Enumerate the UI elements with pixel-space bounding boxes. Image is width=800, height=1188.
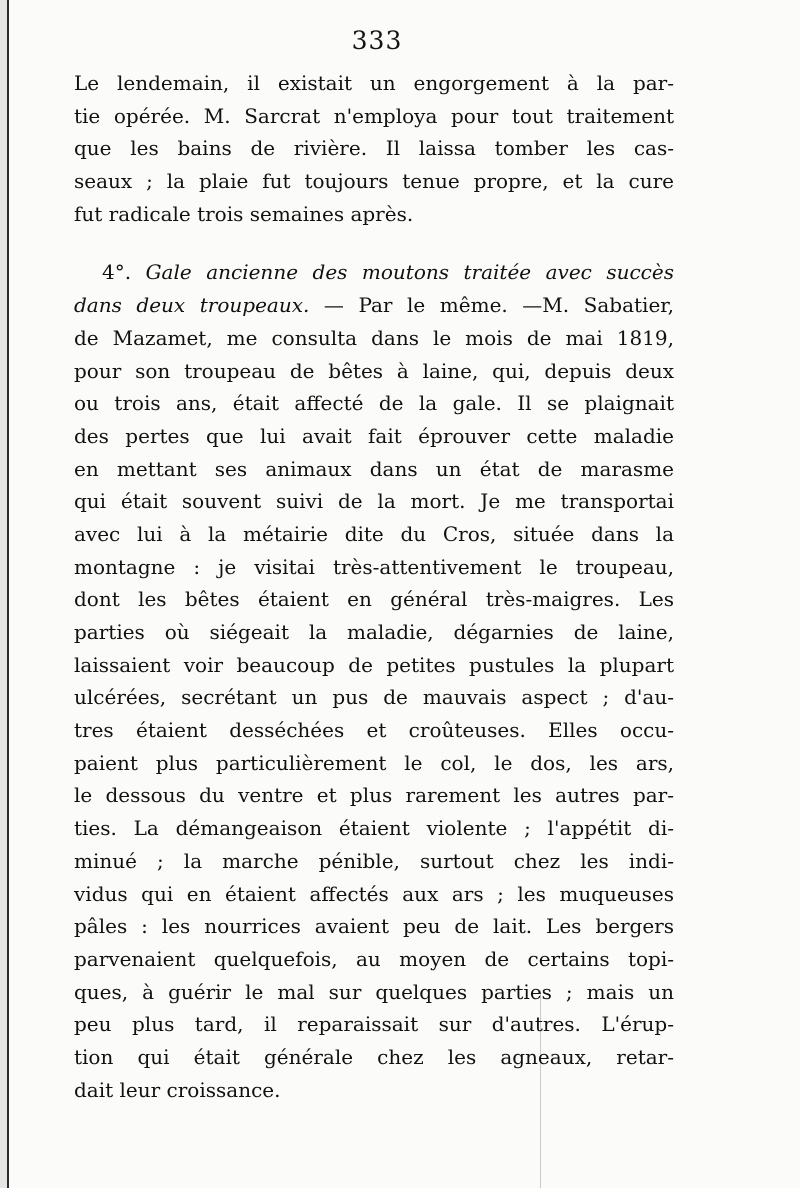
section-title-part-2: dans deux troupeaux. [74,293,310,318]
text-line: pour son troupeau de bêtes à laine, qui, depuis deux [74,358,674,383]
text-line: vidus qui en étaient affectés aux ars ; les muqueuses [74,881,674,906]
text-line: qui était souvent suivi de la mort. Je me transportai [74,489,674,514]
text-line: ulcérées, secrétant un pus de mauvais aspect ; d'au- [74,685,674,710]
text-line: des pertes que lui avait fait éprouver cette maladie [74,423,674,448]
text-line: minué ; la marche pénible, surtout chez les indi- [74,848,674,873]
page-edge-rule [7,0,9,1188]
section-number: 4°. [102,260,132,285]
text-line: avec lui à la métairie dite du Cros, située dans la [74,521,674,546]
text-line: tres étaient desséchées et croûteuses. Elles occu- [74,718,674,743]
text-line: le dessous du ventre et plus rarement les autres par- [74,783,674,808]
text-line: fut radicale trois semaines après. [74,201,414,226]
paragraph-gap [74,230,674,256]
text-line: paient plus particulièrement le col, le dos, les ars, [74,750,674,775]
body-text [74,67,674,1106]
text-line: pâles : les nourrices avaient peu de lait. Les bergers [74,914,674,939]
text-line: montagne : je visitai très-attentivement le troupeau, [74,554,674,579]
text-line: tie opérée. M. Sarcrat n'employa pour tout traitement [74,103,674,128]
page-number: 333 [351,26,403,55]
section-heading-line [74,256,674,289]
text-line: peu plus tard, il reparaissait sur d'autres. L'érup- [74,1012,674,1037]
text-line: parties où siégeait la maladie, dégarnies de laine, [74,620,674,644]
paragraph-1 [74,67,674,230]
text-line: Le lendemain, il existait un engorgement à la par- [74,71,674,95]
text-line: dait leur croissance. [74,1077,281,1102]
page-edge-shadow [0,0,7,1188]
text-line: ou trois ans, était affecté de la gale. Il se plaignait [74,391,674,416]
section-heading-line [74,289,674,322]
text-line: tion qui était générale chez les agneaux, retar- [74,1044,674,1069]
text-line: laissaient voir beaucoup de petites pustules la plupart [74,652,674,677]
text-line: dont les bêtes étaient en général très-maigres. Les [74,587,674,612]
text-line: en mettant ses animaux dans un état de marasme [74,456,674,481]
text-line: de Mazamet, me consulta dans le mois de mai 1819, [74,325,674,350]
section-title-part-1: Gale ancienne des moutons traitée avec succès [145,260,674,285]
text-line: ques, à guérir le mal sur quelques parties ; mais un [74,979,674,1004]
text-line: ties. La démangeaison étaient violente ; l'appétit di- [74,816,674,841]
section-byline: — Par le même. —M. Sabatier, [323,293,675,318]
section-4 [74,256,674,1106]
text-line: seaux ; la plaie fut toujours tenue propre, et la cure [74,169,674,194]
text-line: parvenaient quelquefois, au moyen de certains topi- [74,946,674,971]
text-line: que les bains de rivière. Il laissa tomber les cas- [74,136,674,161]
